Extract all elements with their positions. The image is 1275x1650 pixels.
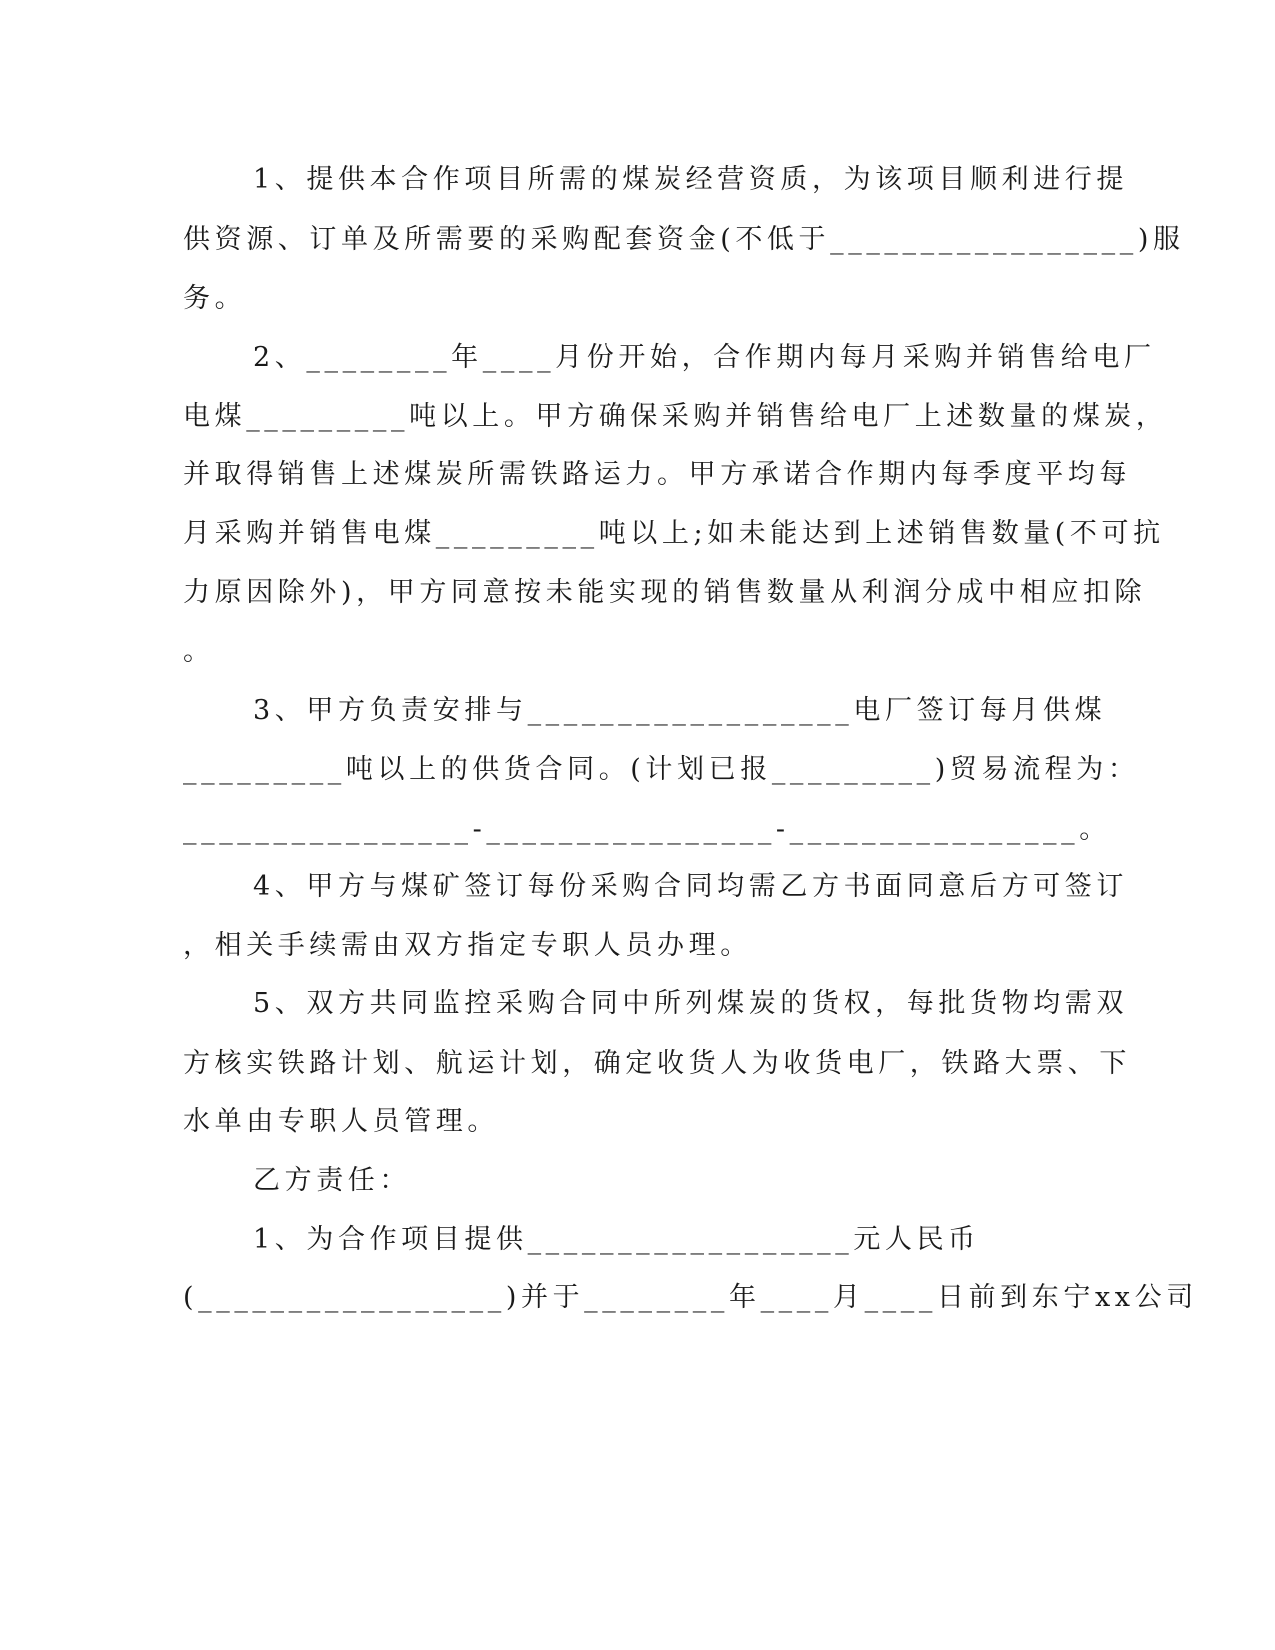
party-b-clause-1-line-2: (_________________)并于________年____月____日前到东宁xx公司 xyxy=(183,1282,1198,1313)
section-heading-party-b: 乙方责任： xyxy=(253,1165,411,1196)
clause-1-line-3: 务。 xyxy=(183,283,247,314)
party-b-clause-1-line-1: 1、为合作项目提供__________________元人民币 xyxy=(253,1224,980,1255)
clause-2-line-1: 2、________年____月份开始，合作期内每月采购并销售给电厂 xyxy=(253,342,1156,373)
clause-5-line-3: 水单由专职人员管理。 xyxy=(183,1106,499,1137)
clause-1-line-1: 1、提供本合作项目所需的煤炭经营资质，为该项目顺利进行提 xyxy=(253,164,1128,195)
clause-2-line-6: 。 xyxy=(183,636,215,667)
clause-2-line-5: 力原因除外)，甲方同意按未能实现的销售数量从利润分成中相应扣除 xyxy=(183,577,1147,608)
clause-3-line-2: _________吨以上的供货合同。(计划已报_________)贸易流程为： xyxy=(183,754,1140,785)
clause-3-line-3: ________________-________________-________________。 xyxy=(183,814,1111,845)
clause-2-line-4: 月采购并销售电煤_________吨以上;如未能达到上述销售数量(不可抗 xyxy=(183,518,1165,549)
clause-1-line-2: 供资源、订单及所需要的采购配套资金(不低于_________________)服 xyxy=(183,224,1185,255)
clause-2-line-3: 并取得销售上述煤炭所需铁路运力。甲方承诺合作期内每季度平均每 xyxy=(183,459,1131,490)
clause-5-line-1: 5、双方共同监控采购合同中所列煤炭的货权，每批货物均需双 xyxy=(253,988,1128,1019)
clause-5-line-2: 方核实铁路计划、航运计划，确定收货人为收货电厂，铁路大票、下 xyxy=(183,1048,1131,1079)
clause-4-line-1: 4、甲方与煤矿签订每份采购合同均需乙方书面同意后方可签订 xyxy=(253,871,1128,902)
clause-3-line-1: 3、甲方负责安排与__________________电厂签订每月供煤 xyxy=(253,695,1107,726)
clause-4-line-2: ，相关手续需由双方指定专职人员办理。 xyxy=(183,930,752,961)
clause-2-line-2: 电煤_________吨以上。甲方确保采购并销售给电厂上述数量的煤炭， xyxy=(183,401,1168,432)
